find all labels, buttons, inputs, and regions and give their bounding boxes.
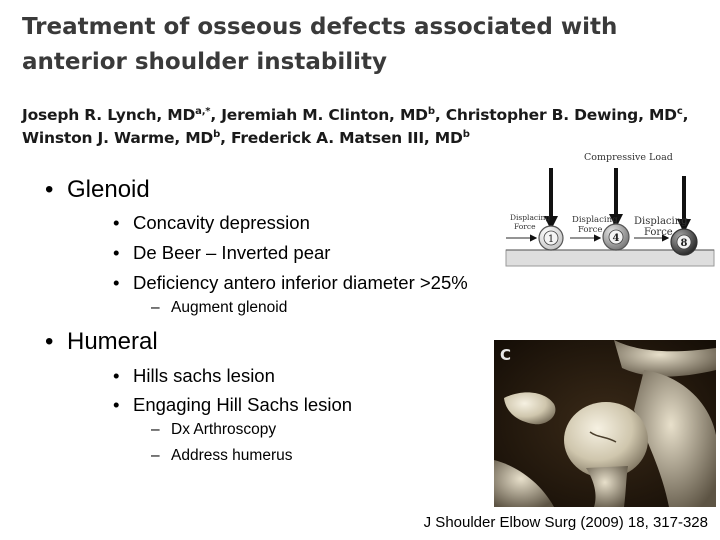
panel-label: C: [500, 346, 512, 364]
article-title: Treatment of osseous defects associated with anterior shoulder instability: [22, 14, 618, 75]
author-name: Jeremiah M. Clinton, MD: [221, 106, 428, 124]
glenoid-item: • Concavity depression: [113, 212, 310, 233]
author-list: [22, 104, 720, 150]
author-separator: ,: [220, 129, 231, 147]
author-affiliation: b: [213, 129, 221, 140]
force-label: Force: [514, 222, 536, 231]
citation: J Shoulder Elbow Surg (2009) 18, 317-328: [423, 514, 708, 531]
ball-number: 4: [612, 233, 620, 244]
author-name: Winston J. Warme, MD: [22, 129, 214, 147]
compressive-load-label: Compressive Load: [584, 152, 673, 163]
displacing-label: Displacing: [572, 215, 618, 225]
author-4: [22, 129, 231, 147]
glenoid-heading: • Glenoid: [45, 176, 150, 203]
force-label: Force: [644, 227, 673, 238]
author-affiliation: c: [676, 106, 683, 117]
humeral-subitem: – Address humerus: [151, 447, 293, 464]
author-5: [231, 129, 470, 147]
humeral-subitem: – Dx Arthroscopy: [151, 421, 277, 438]
displacing-label: Displacing: [510, 213, 551, 222]
humeral-item: • Engaging Hill Sachs lesion: [113, 394, 353, 415]
humeral-item: • Hills sachs lesion: [113, 365, 275, 386]
ball-number: 8: [680, 238, 688, 249]
author-affiliation: a,*: [195, 106, 211, 117]
author-affiliation: b: [462, 129, 470, 140]
author-2: [221, 106, 445, 124]
author-name: Christopher B. Dewing, MD: [445, 106, 677, 124]
humeral-head-shape: [564, 402, 648, 478]
displacing-label: Displacing: [634, 216, 688, 227]
author-name: Frederick A. Matsen III, MD: [230, 129, 463, 147]
glenoid-item: • De Beer – Inverted pear: [113, 242, 331, 263]
author-3: [446, 106, 689, 124]
force-label: Force: [578, 225, 603, 235]
author-affiliation: b: [427, 106, 435, 117]
glenoid-subitem: – Augment glenoid: [151, 299, 288, 316]
author-separator: ,: [210, 106, 222, 124]
author-name: Joseph R. Lynch, MD: [22, 106, 196, 124]
compressive-load-diagram: [504, 146, 716, 282]
shoulder-bone-image: [494, 340, 716, 507]
ct-reconstruction-image: [494, 340, 716, 507]
ball-number: 1: [547, 234, 555, 245]
humeral-heading: • Humeral: [45, 328, 158, 355]
author-separator: ,: [682, 106, 689, 124]
glenoid-item: • Deficiency antero inferior diameter >25%: [113, 272, 468, 293]
author-1: [22, 106, 221, 124]
author-separator: ,: [434, 106, 446, 124]
